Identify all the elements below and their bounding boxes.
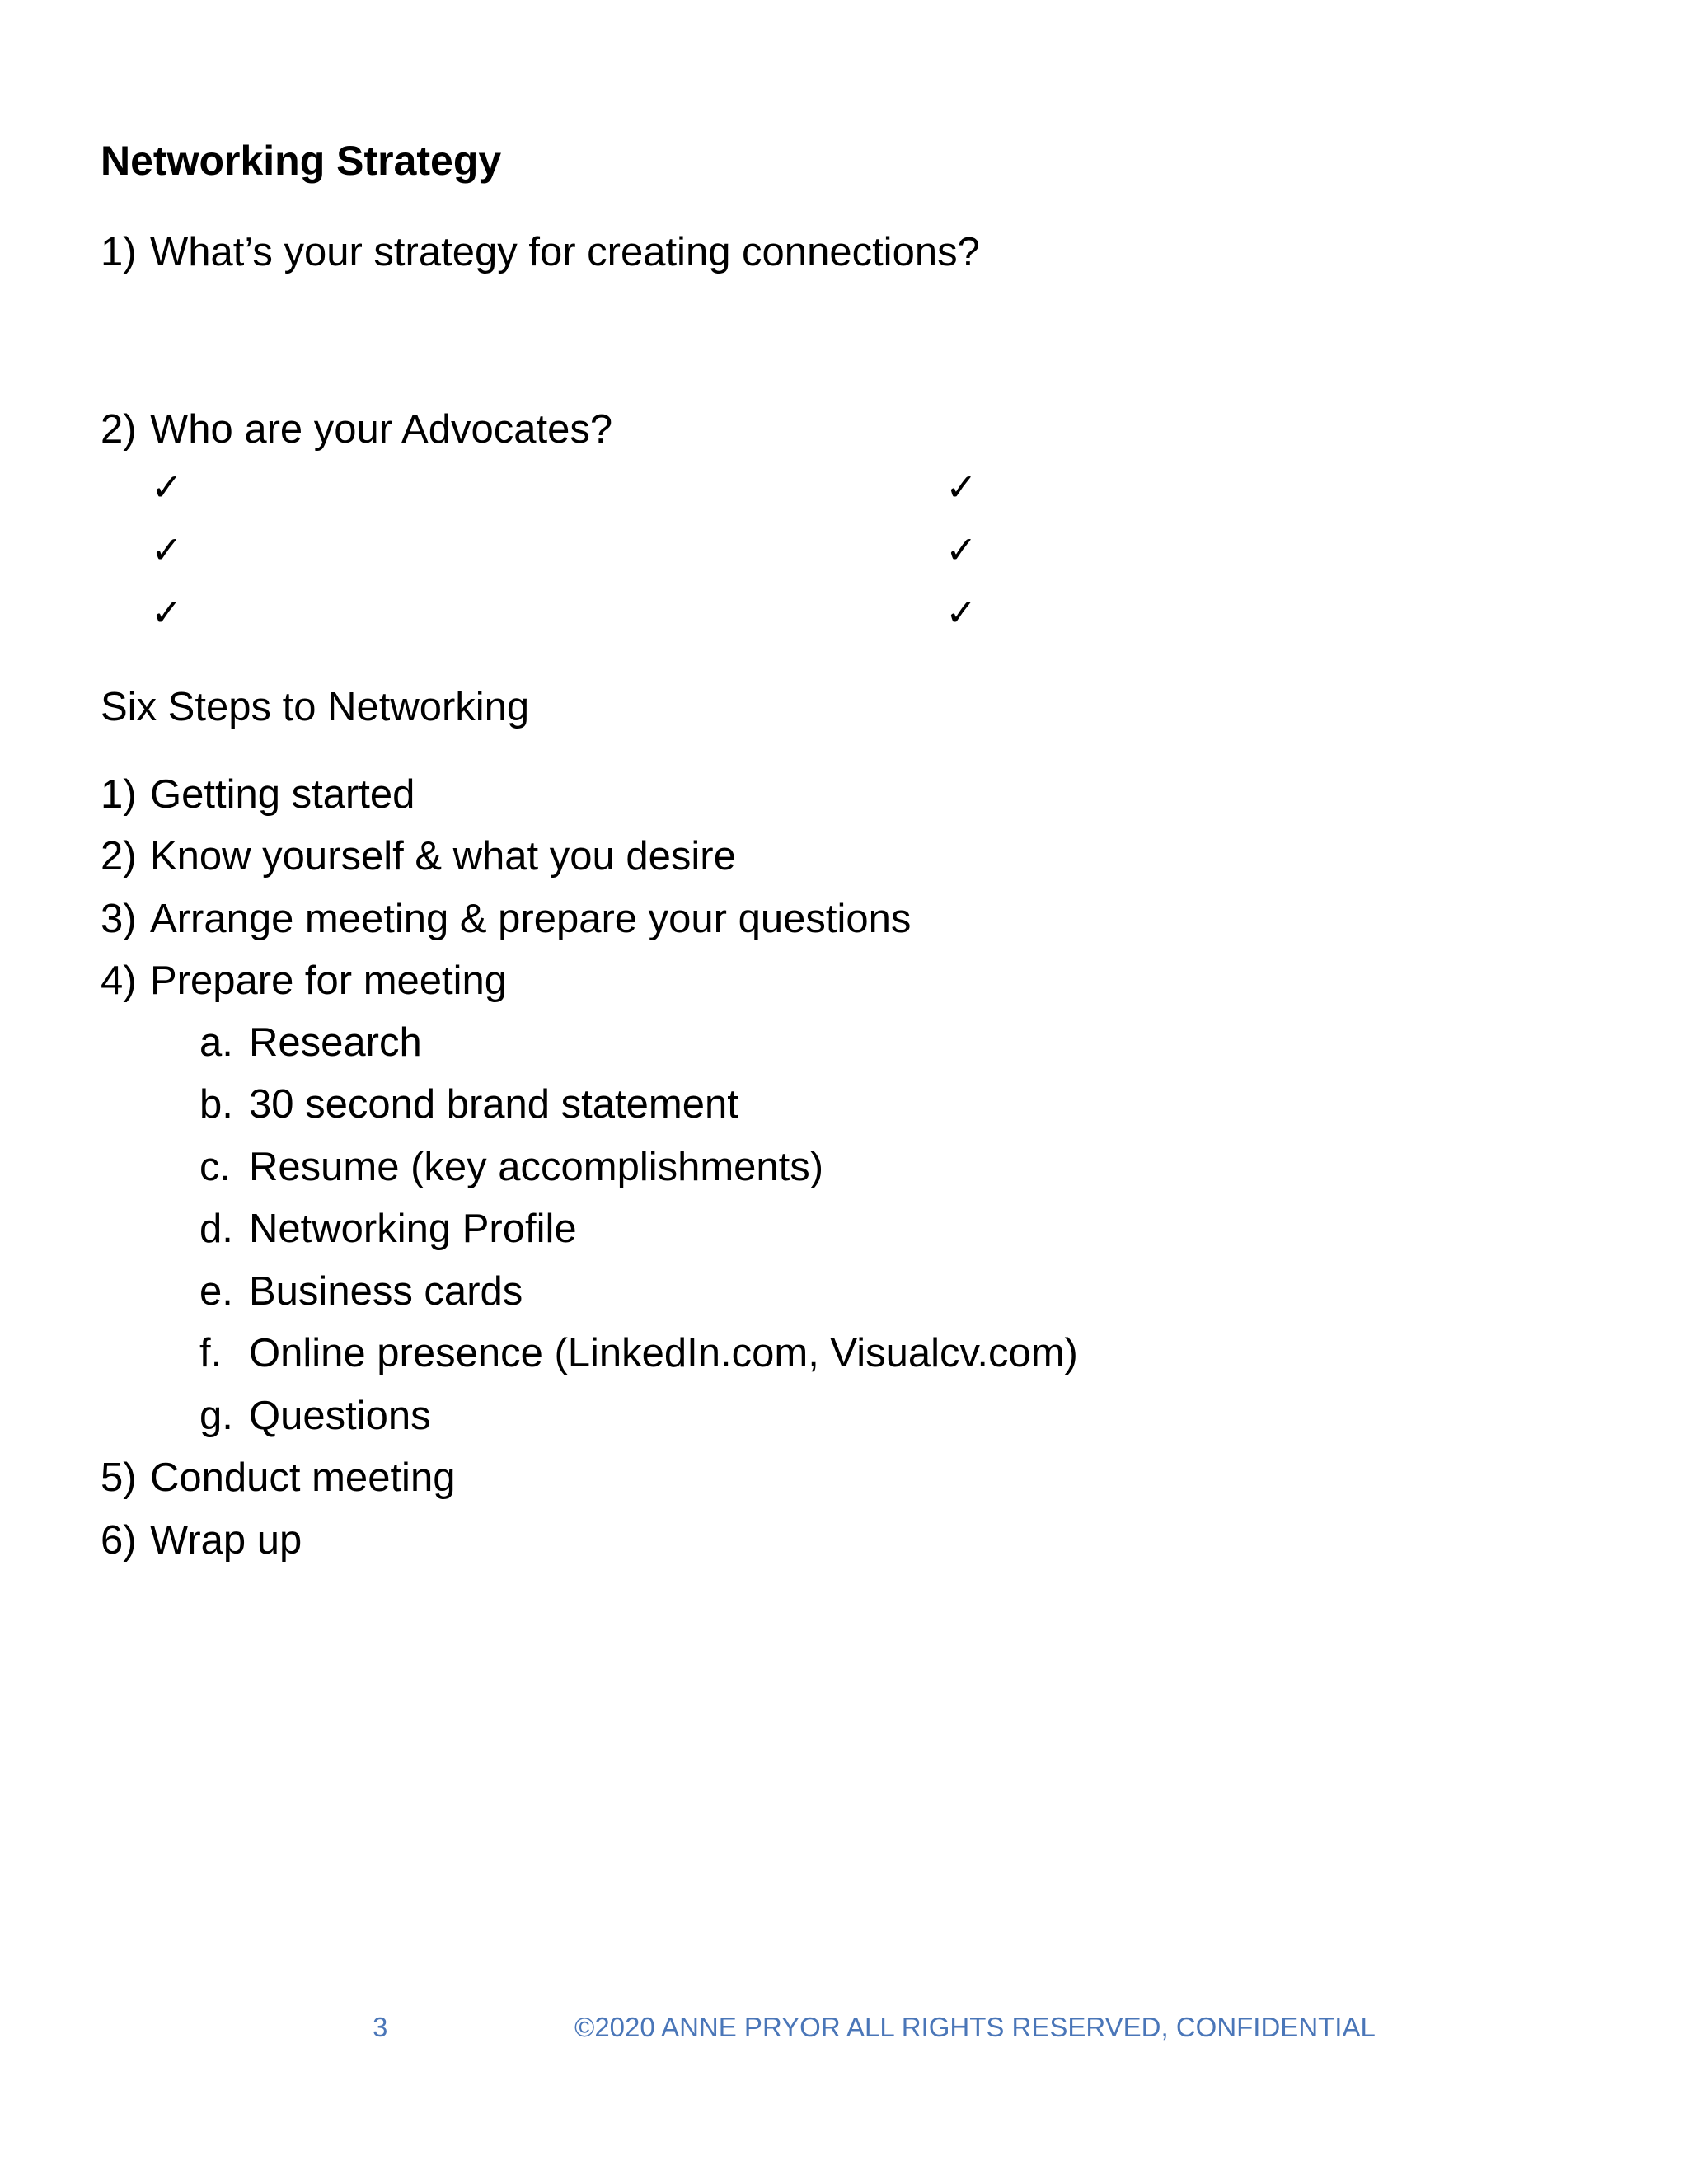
step-4-text: Prepare for meeting [150,958,508,1003]
substep-d-letter: d. [199,1207,233,1251]
substep-c-letter: c. [199,1145,232,1189]
step-1-number: 1) [101,772,137,817]
checkmark-icon: ✓ [945,590,978,635]
substep-g-text: Questions [249,1394,431,1438]
checkmark-icon: ✓ [151,590,183,635]
checkmark-icon: ✓ [945,527,978,572]
step-5-number: 5) [101,1455,137,1500]
substep-g-letter: g. [199,1394,233,1438]
step-1-text: Getting started [150,772,415,817]
substep-b-letter: b. [199,1082,233,1127]
substep-a-text: Research [249,1020,422,1065]
substep-e-letter: e. [199,1269,233,1314]
question-1-text: What’s your strategy for creating connections? [150,230,980,274]
footer-copyright: ©2020 ANNE PRYOR ALL RIGHTS RESERVED, CONFIDENTIAL [574,2012,1376,2042]
substep-a-letter: a. [199,1020,233,1065]
question-2-text: Who are your Advocates? [150,407,613,452]
section-title: Six Steps to Networking [101,685,530,729]
footer-page-number: 3 [373,2012,388,2042]
question-2-number: 2) [101,407,137,452]
page-heading: Networking Strategy [101,138,502,184]
checkmark-icon: ✓ [151,527,183,572]
checkmark-icon: ✓ [151,465,183,509]
step-3-number: 3) [101,897,137,941]
substep-e-text: Business cards [249,1269,523,1314]
substep-f-letter: f. [199,1331,223,1376]
step-6-number: 6) [101,1518,137,1563]
checkmark-icon: ✓ [945,465,978,509]
question-1-number: 1) [101,230,137,274]
substep-d-text: Networking Profile [249,1207,577,1251]
substep-c-text: Resume (key accomplishments) [249,1145,824,1189]
substep-b-text: 30 second brand statement [249,1082,738,1127]
step-2-number: 2) [101,834,137,879]
step-3-text: Arrange meeting & prepare your questions [150,897,912,941]
step-5-text: Conduct meeting [150,1455,456,1500]
step-6-text: Wrap up [150,1518,302,1563]
step-4-number: 4) [101,958,137,1003]
step-2-text: Know yourself & what you desire [150,834,736,879]
substep-f-text: Online presence (LinkedIn.com, Visualcv.com) [249,1331,1078,1376]
